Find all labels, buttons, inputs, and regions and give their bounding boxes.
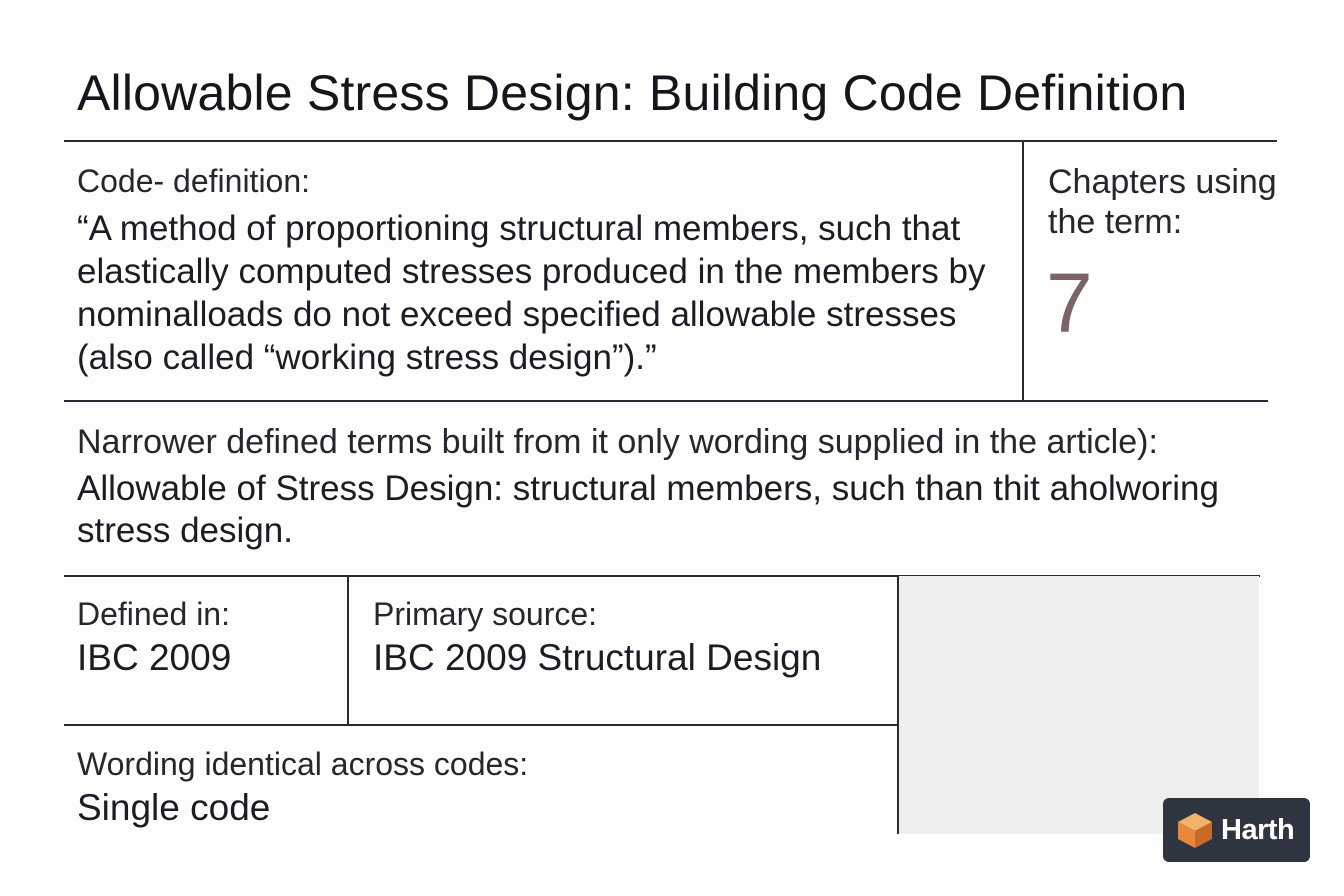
- definition-text: “A method of proportioning structural members, such that elastically computed stresses produced in the members by nominalloads do not exceed specified allowable stresses (also called “working stress design”).”: [77, 209, 986, 377]
- harth-badge[interactable]: [1163, 798, 1310, 862]
- divider-definition: [64, 400, 1268, 402]
- primary-source-value: IBC 2009 Structural Design: [373, 637, 822, 678]
- defined-in-label: Defined in:: [77, 596, 230, 632]
- narrower-terms-text: Allowable of Stress Design: structural members, such than thit aholworing stress design.: [77, 469, 1219, 550]
- divider-top: [64, 140, 1277, 142]
- chapters-count: 7: [1046, 256, 1093, 350]
- wording-value: Single code: [77, 787, 271, 828]
- narrower-terms-label: Narrower defined terms built from it only wording supplied in the article):: [77, 423, 1158, 461]
- chapters-label: Chapters using the term:: [1048, 163, 1277, 241]
- wording-label: Wording identical across codes:: [77, 746, 529, 782]
- badge-label: Harth: [1221, 813, 1295, 846]
- divider-source: [64, 724, 900, 726]
- divider-chapters: [1022, 141, 1024, 401]
- page-title: Allowable Stress Design: Building Code Definition: [77, 65, 1188, 121]
- empty-panel: [899, 576, 1259, 834]
- divider-defined-in: [347, 576, 349, 725]
- definition-label: Code- definition:: [77, 163, 311, 199]
- cube-logo-icon: [1175, 810, 1215, 850]
- defined-in-value: IBC 2009: [77, 637, 232, 678]
- primary-source-label: Primary source:: [373, 596, 598, 632]
